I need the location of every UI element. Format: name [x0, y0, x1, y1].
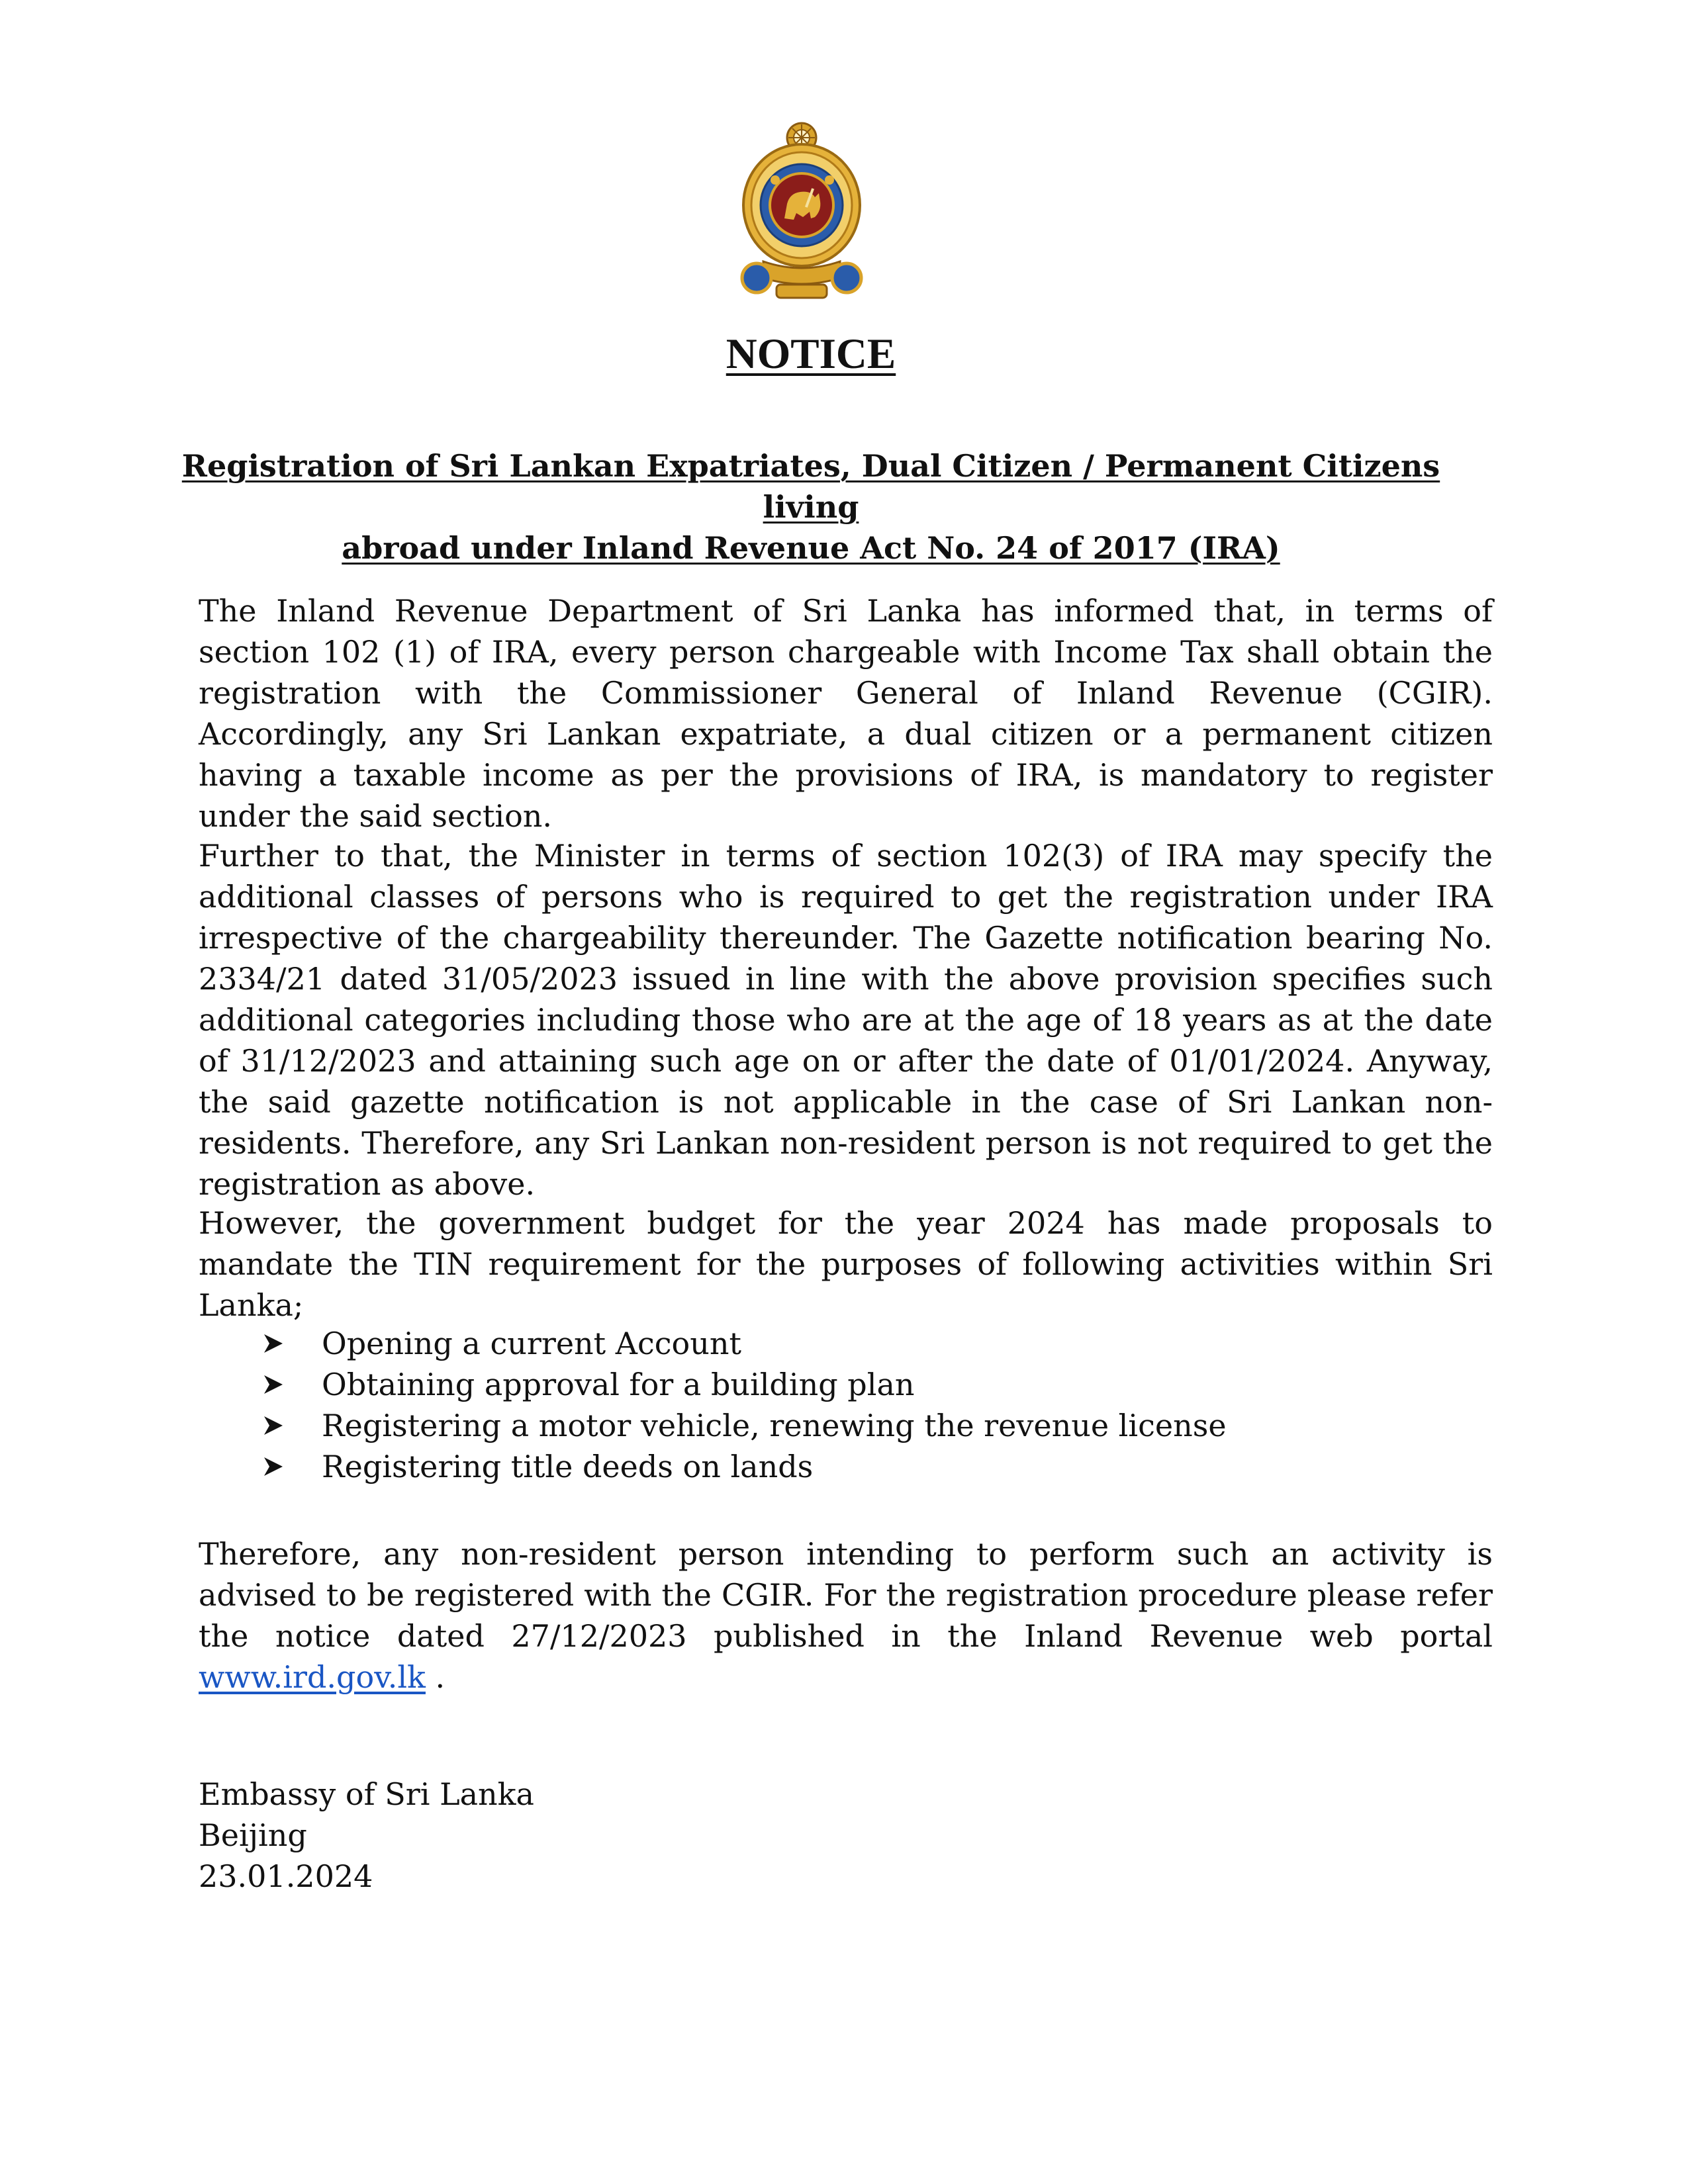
- ird-portal-link[interactable]: www.ird.gov.lk: [199, 1659, 426, 1695]
- list-item: [260, 1405, 1227, 1446]
- subtitle-line-1: Registration of Sri Lankan Expatriates, Dual Citizen / Permanent Citizens living: [181, 448, 1440, 525]
- arrowhead-bullet-icon: [260, 1330, 287, 1357]
- sri-lanka-emblem-icon: [737, 119, 867, 301]
- advice-end: .: [425, 1659, 445, 1695]
- list-item-label: Opening a current Account: [322, 1326, 741, 1361]
- paragraph-gazette-notification: Further to that, the Minister in terms of section 102(3) of IRA may specify the additional classes of persons who is required to get the registration under IRA irrespective of the chargeability thereunder. The Gazette notification bearing No. 2334/21 dated 31/05/2023 issued in line with the above provision specifies such additional categories including those who are at the age of 18 years as at the date of 31/12/2023 and attaining such age on or after the date of 01/01/2024. Anyway, the said gazette notification is not applicable in the case of Sri Lankan non-residents. Therefore, any Sri Lankan non-resident person is not required to get the registration as above.: [199, 838, 1493, 1202]
- arrowhead-bullet-icon: [260, 1453, 287, 1480]
- list-item: [260, 1364, 1227, 1405]
- list-item: [260, 1323, 1227, 1364]
- signature-block: [199, 1774, 534, 1897]
- paragraph-registration-requirement: The Inland Revenue Department of Sri Lanka has informed that, in terms of section 102 (1) of IRA, every person chargeable with Income Tax shall obtain the registration with the Commissioner General of Inland Revenue (CGIR). Accordingly, any Sri Lankan expatriate, a dual citizen or a permanent citizen having a taxable income as per the provisions of IRA, is mandatory to register under the said section.: [199, 593, 1493, 834]
- signature-date: 23.01.2024: [199, 1858, 373, 1894]
- signature-organization: Embassy of Sri Lanka: [199, 1776, 534, 1812]
- list-item-label: Obtaining approval for a building plan: [322, 1367, 915, 1402]
- advice-text: Therefore, any non-resident person intending to perform such an activity is advised to be registered with the CGIR. For the registration procedure please refer the notice dated 27/12/2023 published in the Inland Revenue web portal: [199, 1536, 1493, 1654]
- subtitle-line-2: abroad under Inland Revenue Act No. 24 of 2017 (IRA): [342, 530, 1280, 566]
- paragraph-advice-registration: [199, 1533, 1493, 1698]
- list-item-label: Registering a motor vehicle, renewing the revenue license: [322, 1408, 1227, 1443]
- notice-subtitle: [165, 445, 1456, 569]
- list-item: [260, 1446, 1227, 1487]
- list-item-label: Registering title deeds on lands: [322, 1449, 814, 1484]
- signature-location: Beijing: [199, 1817, 307, 1853]
- tin-activities-list: [260, 1323, 1227, 1487]
- paragraph-budget-proposals: However, the government budget for the year 2024 has made proposals to mandate the TIN requirement for the purposes of following activities within Sri Lanka;: [199, 1205, 1493, 1323]
- arrowhead-bullet-icon: [260, 1371, 287, 1398]
- notice-title: NOTICE: [726, 330, 896, 378]
- arrowhead-bullet-icon: [260, 1412, 287, 1439]
